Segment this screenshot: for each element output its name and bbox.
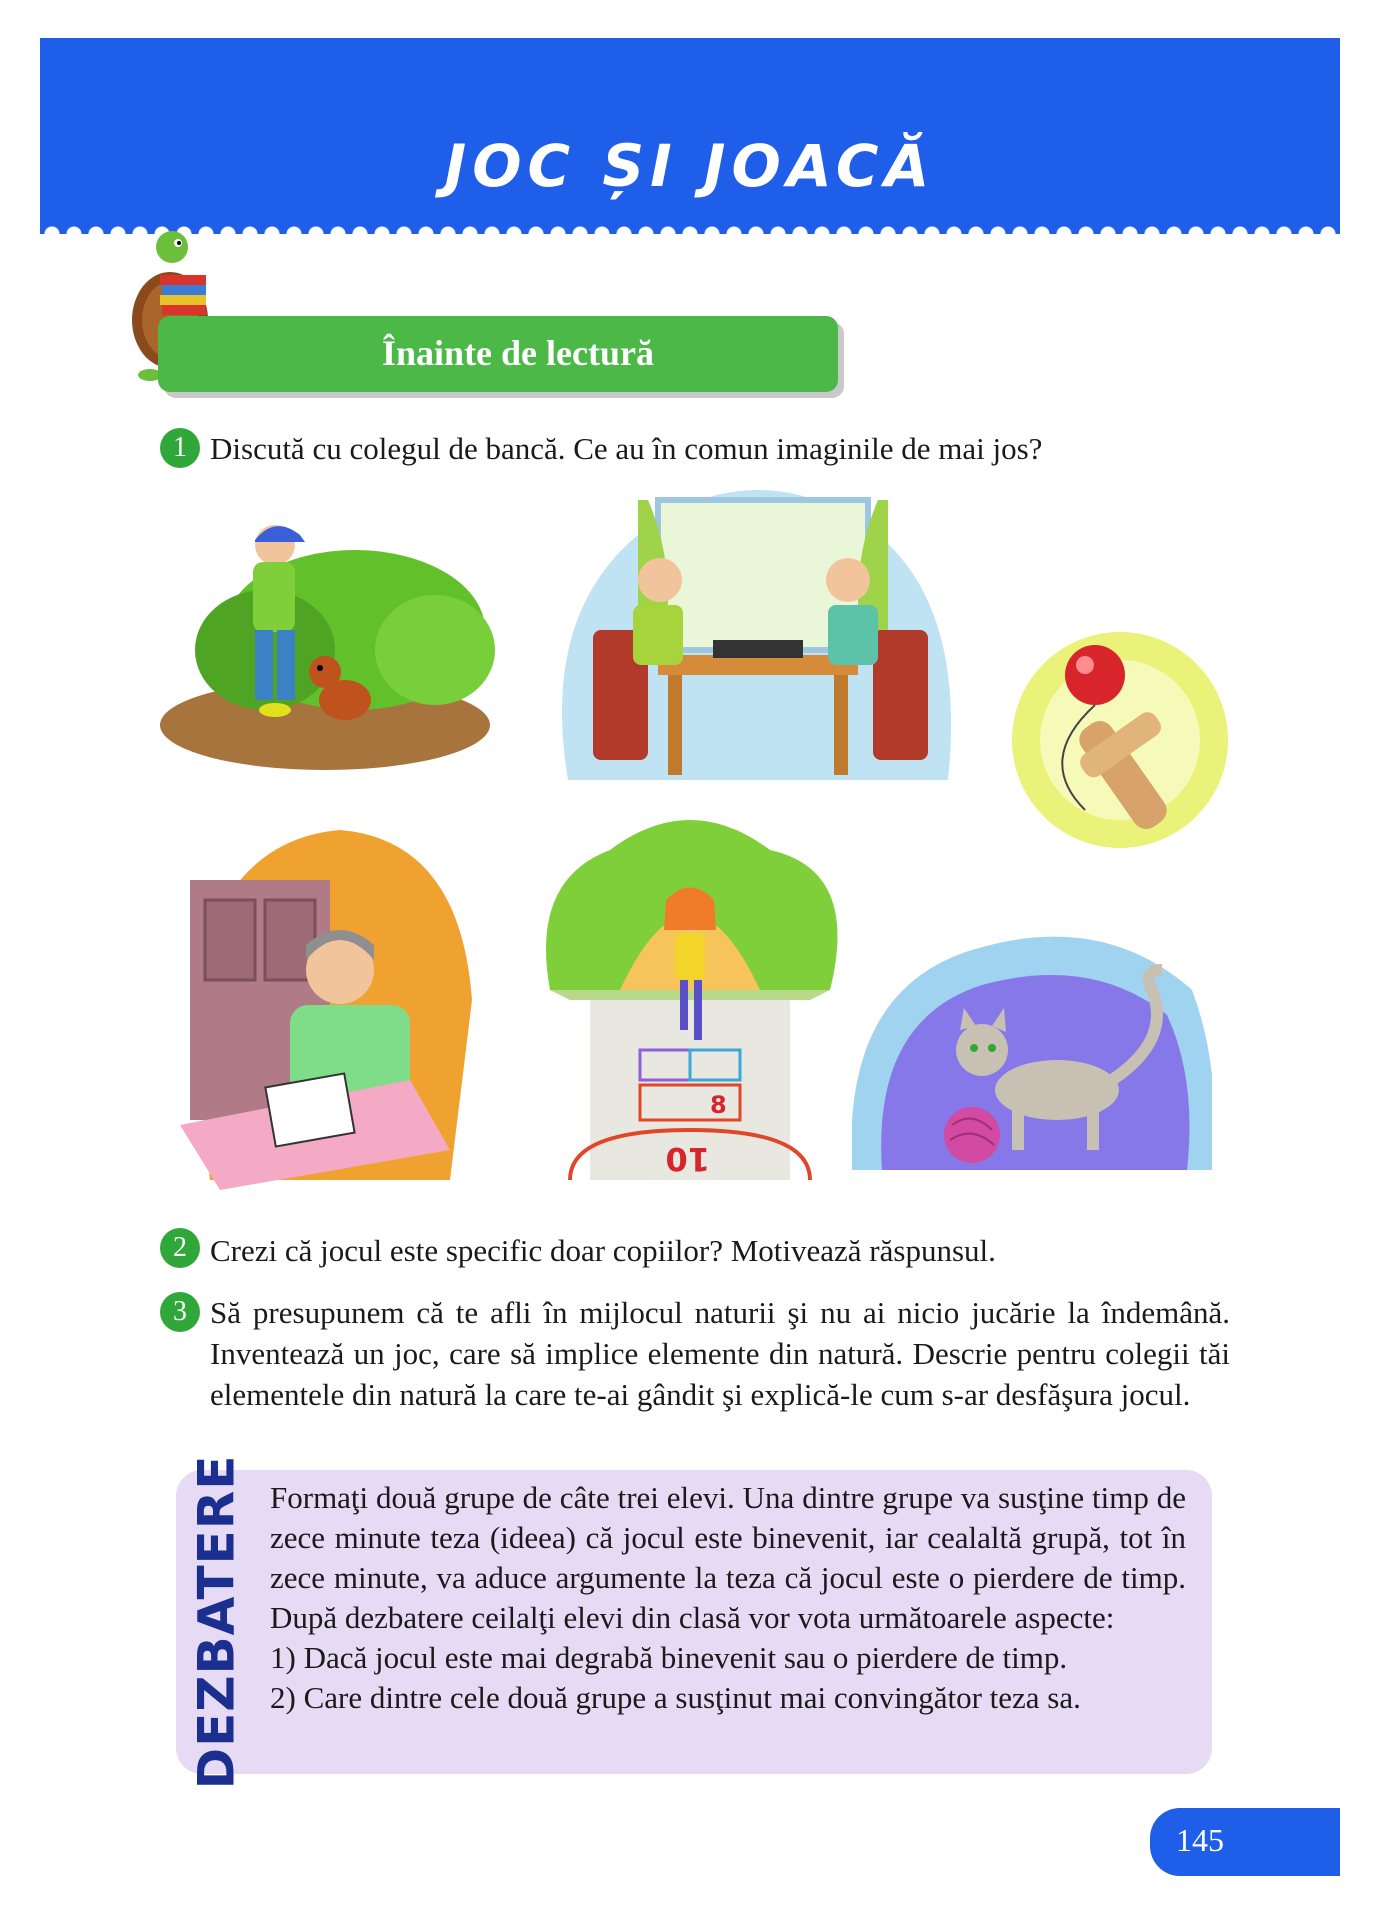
illustration-chess-players xyxy=(548,480,968,785)
question-text: Discută cu colegul de bancă. Ce au în comun imaginile de mai jos? xyxy=(210,431,1043,466)
debate-list-item: 1) Dacă jocul este mai degrabă binevenit sau o pierdere de timp. xyxy=(270,1640,1068,1675)
banner-scallop-edge xyxy=(40,222,1340,246)
debate-label: DEZBATERE xyxy=(187,1454,246,1790)
hopscotch-number: 8 xyxy=(710,1091,727,1119)
question-text: Crezi că jocul este specific doar copiilor? Motivează răspunsul. xyxy=(210,1233,996,1268)
page-number: 145 xyxy=(1176,1822,1224,1858)
debate-list xyxy=(270,1638,1186,1718)
illustration-boy-with-puppy xyxy=(155,500,495,770)
hopscotch-number: 10 xyxy=(665,1140,710,1178)
question-number-badge: 1 xyxy=(160,428,200,468)
debate-list-item: 2) Care dintre cele două grupe a susţinut mai convingător teza sa. xyxy=(270,1680,1081,1715)
debate-content xyxy=(270,1478,1186,1718)
question-text: Să presupunem că te afli în mijlocul naturii şi nu ai nicio jucărie la îndemână. Inventează un joc, care să implice elemente din natură. Descrie pentru colegii tăi elementele din natură la care te-ai gândit şi explică-le cum s-ar desfăşura jocul. xyxy=(210,1295,1230,1412)
section-title: Înainte de lectură xyxy=(382,333,654,373)
question-number-badge: 2 xyxy=(160,1228,200,1268)
illustration-crossword-grandpa xyxy=(180,820,480,1190)
question-number-badge: 3 xyxy=(160,1292,200,1332)
page-title: JOC ȘI JOACĂ xyxy=(444,132,936,200)
debate-paragraph: Formaţi două grupe de câte trei elevi. Una dintre grupe va susţine timp de zece minute teza (ideea) că jocul este binevenit, iar cealaltă grupă, tot în zece minute, va aduce argumente la teza că jocul este o pierdere de timp. După dezbatere ceilalţi elevi din clasă vor vota următoarele aspecte: xyxy=(270,1480,1186,1635)
illustration-kendama-toy xyxy=(1005,620,1235,850)
illustration-cat-with-yarn xyxy=(852,930,1212,1170)
illustration-hopscotch-girl xyxy=(530,800,850,1180)
